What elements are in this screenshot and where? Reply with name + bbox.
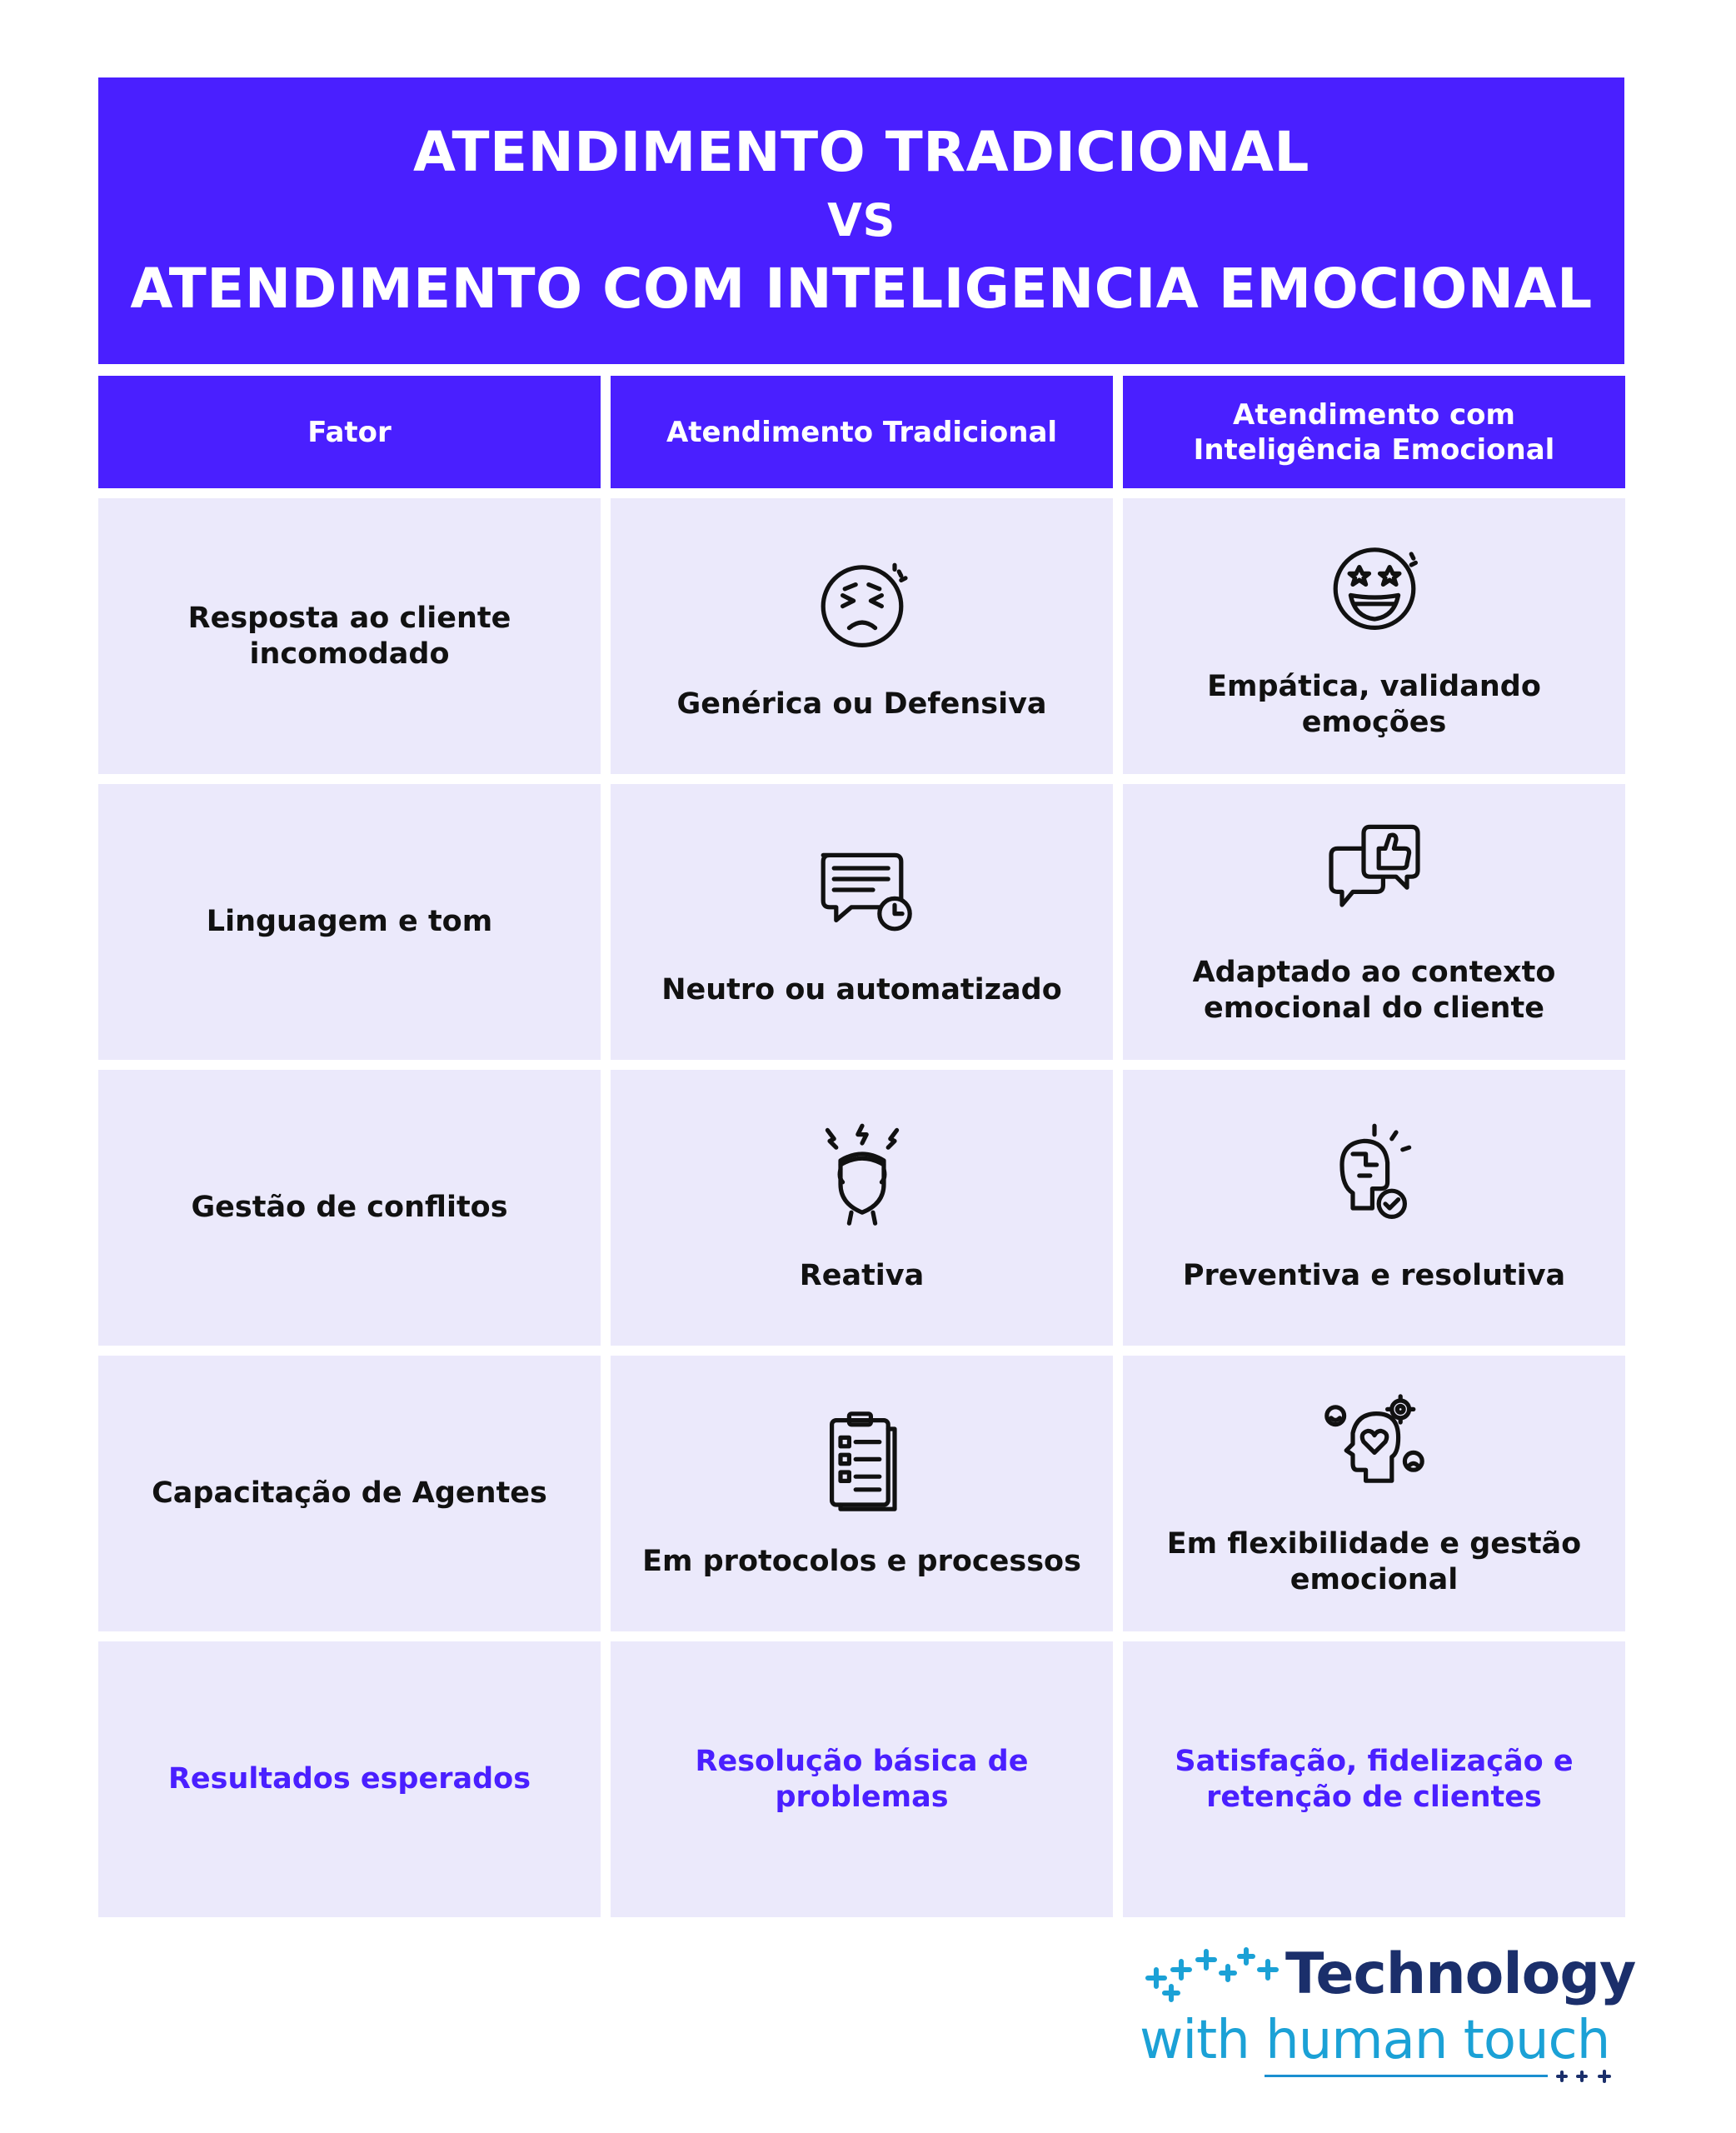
- emotional-label: Empática, validando emoções: [1207, 669, 1541, 739]
- puzzle-head-check-icon: [1320, 1121, 1429, 1230]
- factor-cell: [98, 1070, 601, 1346]
- emotional-cell: [1123, 1356, 1625, 1631]
- traditional-cell: [611, 1070, 1113, 1346]
- traditional-label: Reativa: [799, 1259, 925, 1292]
- factor-cell: [98, 1356, 601, 1631]
- title-line-3: ATENDIMENTO COM INTELIGENCIA EMOCIONAL: [130, 257, 1593, 321]
- traditional-cell: [611, 1641, 1113, 1917]
- traditional-cell: [611, 784, 1113, 1060]
- head-heart-gear-icon: [1320, 1390, 1429, 1498]
- traditional-cell: [611, 1356, 1113, 1631]
- emotional-label: Satisfação, fidelização e retenção de clientes: [1175, 1744, 1574, 1814]
- traditional-cell: [611, 498, 1113, 774]
- title-vs: VS: [827, 194, 895, 247]
- brand-logo: [1140, 1941, 1636, 2087]
- factor-label: Resultados esperados: [167, 1762, 531, 1796]
- factor-label: Capacitação de Agentes: [152, 1476, 547, 1510]
- chat-thumbs-up-icon: [1320, 818, 1429, 927]
- sparkle-plus-icon: [1140, 1945, 1281, 2011]
- brand-name: Technology: [1285, 1941, 1636, 2007]
- chat-clock-icon: [808, 836, 916, 944]
- title-line-1: ATENDIMENTO TRADICIONAL: [413, 120, 1309, 184]
- header-factor: Fator: [98, 376, 601, 488]
- traditional-label: Genérica ou Defensiva: [676, 687, 1047, 721]
- traditional-label: Em protocolos e processos: [642, 1545, 1081, 1578]
- emotional-cell: [1123, 784, 1625, 1060]
- header-emotional: Atendimento com Inteligência Emocional: [1123, 376, 1625, 488]
- factor-label: Resposta ao cliente incomodado: [187, 601, 511, 671]
- emotional-cell: [1123, 1070, 1625, 1346]
- factor-cell: [98, 498, 601, 774]
- emotional-cell: [1123, 1641, 1625, 1917]
- header-traditional: Atendimento Tradicional: [611, 376, 1113, 488]
- traditional-label: Neutro ou automatizado: [661, 973, 1062, 1007]
- plus-trail-icon: [1554, 2066, 1621, 2086]
- factor-label: Gestão de conflitos: [191, 1191, 508, 1224]
- factor-cell: [98, 784, 601, 1060]
- title-banner: [98, 77, 1624, 364]
- emotional-label: Preventiva e resolutiva: [1182, 1259, 1566, 1292]
- traditional-label: Resolução básica de problemas: [695, 1744, 1029, 1814]
- emotional-label: Adaptado ao contexto emocional do cliente: [1192, 955, 1556, 1025]
- star-struck-face-icon: [1320, 532, 1429, 641]
- factor-cell: [98, 1641, 601, 1917]
- comparison-table: [98, 376, 1624, 1917]
- factor-label: Linguagem e tom: [206, 905, 493, 938]
- brand-tagline: with human touch: [1140, 2010, 1610, 2071]
- brand-underline: [1265, 2075, 1548, 2077]
- checklist-clipboard-icon: [808, 1407, 916, 1516]
- stressed-head-icon: [808, 1121, 916, 1230]
- emotional-cell: [1123, 498, 1625, 774]
- emotional-label: Em flexibilidade e gestão emocional: [1166, 1526, 1582, 1596]
- frustrated-face-icon: [808, 550, 916, 658]
